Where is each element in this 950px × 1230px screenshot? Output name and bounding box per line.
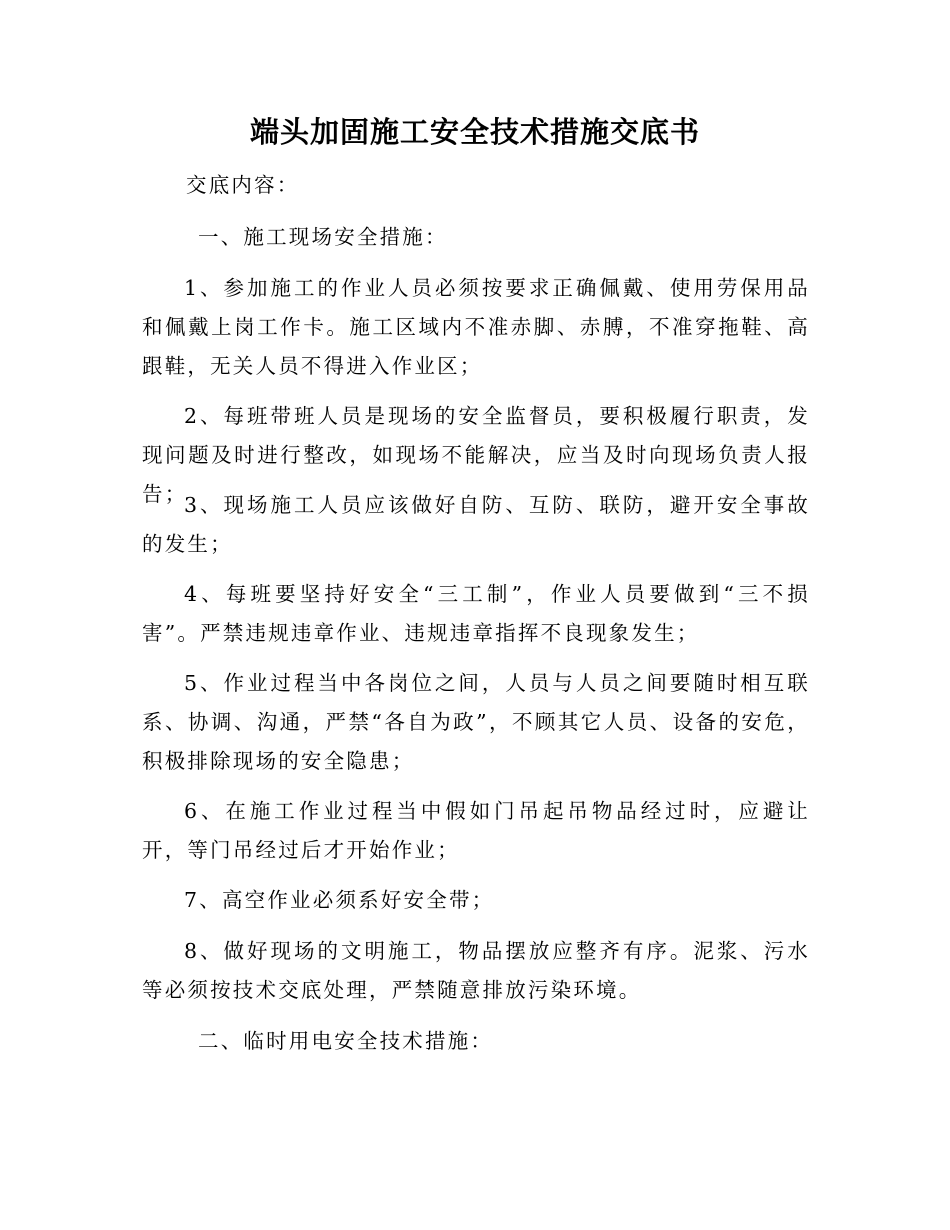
- document-title: 端头加固施工安全技术措施交底书: [249, 115, 700, 149]
- section-heading-temporary-power: 二、临时用电安全技术措施：: [198, 1029, 494, 1053]
- list-item: 7、高空作业必须系好安全带；: [184, 888, 495, 912]
- list-item: 8、做好现场的文明施工，物品摆放应整齐有序。泥浆、污水等必须按技术交底处理，严禁随意排放污染环境。: [142, 939, 810, 1002]
- list-item: 2、每班带班人员是现场的安全监督员，要积极履行职责，发现问题及时进行整改，如现场不能解决，应当及时向现场负责人报告；: [142, 404, 810, 506]
- list-item: 5、作业过程当中各岗位之间，人员与人员之间要随时相互联系、协调、沟通，严禁“各自为政”，不顾其它人员、设备的安危，积极排除现场的安全隐患；: [142, 671, 810, 773]
- intro-label: 交底内容：: [186, 173, 300, 197]
- list-item: 6、在施工作业过程当中假如门吊起吊物品经过时，应避让开，等门吊经过后才开始作业；: [142, 799, 810, 862]
- list-item: 1、参加施工的作业人员必须按要求正确佩戴、使用劳保用品和佩戴上岗工作卡。施工区域内不准赤脚、赤膊，不准穿拖鞋、高跟鞋，无关人员不得进入作业区；: [142, 276, 810, 378]
- list-item: 3、现场施工人员应该做好自防、互防、联防，避开安全事故的发生；: [142, 493, 810, 556]
- section-heading-site-safety: 一、施工现场安全措施：: [198, 225, 448, 249]
- list-item: 4、每班要坚持好安全“三工制”，作业人员要做到“三不损害”。严禁违规违章作业、违规违章指挥不良现象发生；: [142, 582, 810, 645]
